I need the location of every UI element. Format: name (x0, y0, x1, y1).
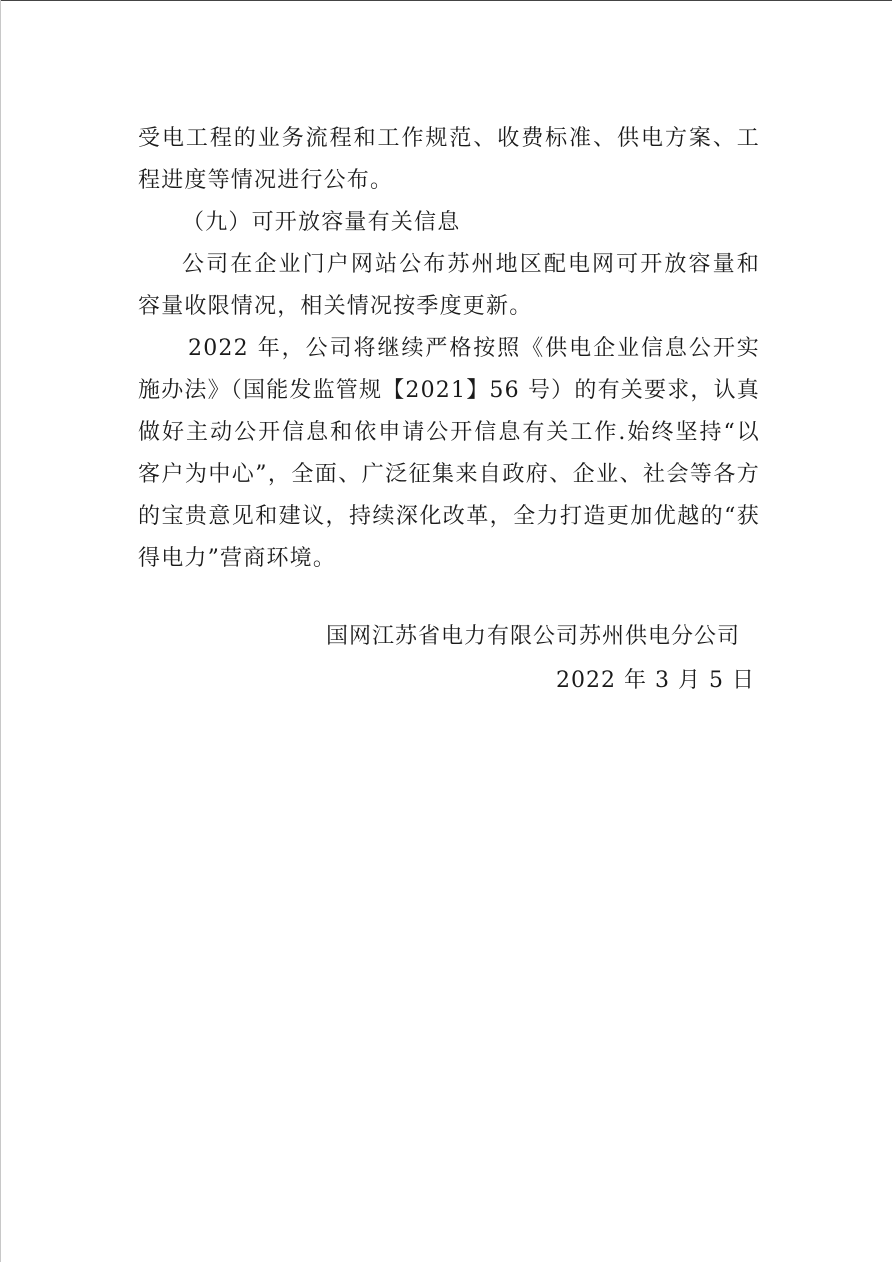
page-top-border (0, 0, 892, 1)
section-heading: （九）可开放容量有关信息 (182, 210, 461, 235)
signature-date: 2022 年 3 月 5 日 (556, 668, 755, 693)
paragraph-conclusion: 2022 年，公司将继续严格按照《供电企业信息公开实施办法》（国能发监管规【2021】56 号）的有关要求，认真做好主动公开信息和依申请公开信息有关工作.始终坚持“以客户为中心”，全面、广泛征集来自政府、企业、社会等各方的宝贵意见和建议，持续深化改革，全力打造更加优越的“获得电力”营商环境。 (138, 336, 760, 571)
paragraph-capacity: 公司在企业门户网站公布苏州地区配电网可开放容量和容量收限情况，相关情况按季度更新。 (138, 252, 760, 319)
paragraph-continuation: 受电工程的业务流程和工作规范、收费标准、供电方案、工程进度等情况进行公布。 (138, 126, 760, 193)
signature-organization: 国网江苏省电力有限公司苏州供电分公司 (326, 624, 741, 649)
page-left-border (0, 0, 1, 1262)
signature-block (326, 615, 766, 703)
document-body (138, 118, 760, 580)
